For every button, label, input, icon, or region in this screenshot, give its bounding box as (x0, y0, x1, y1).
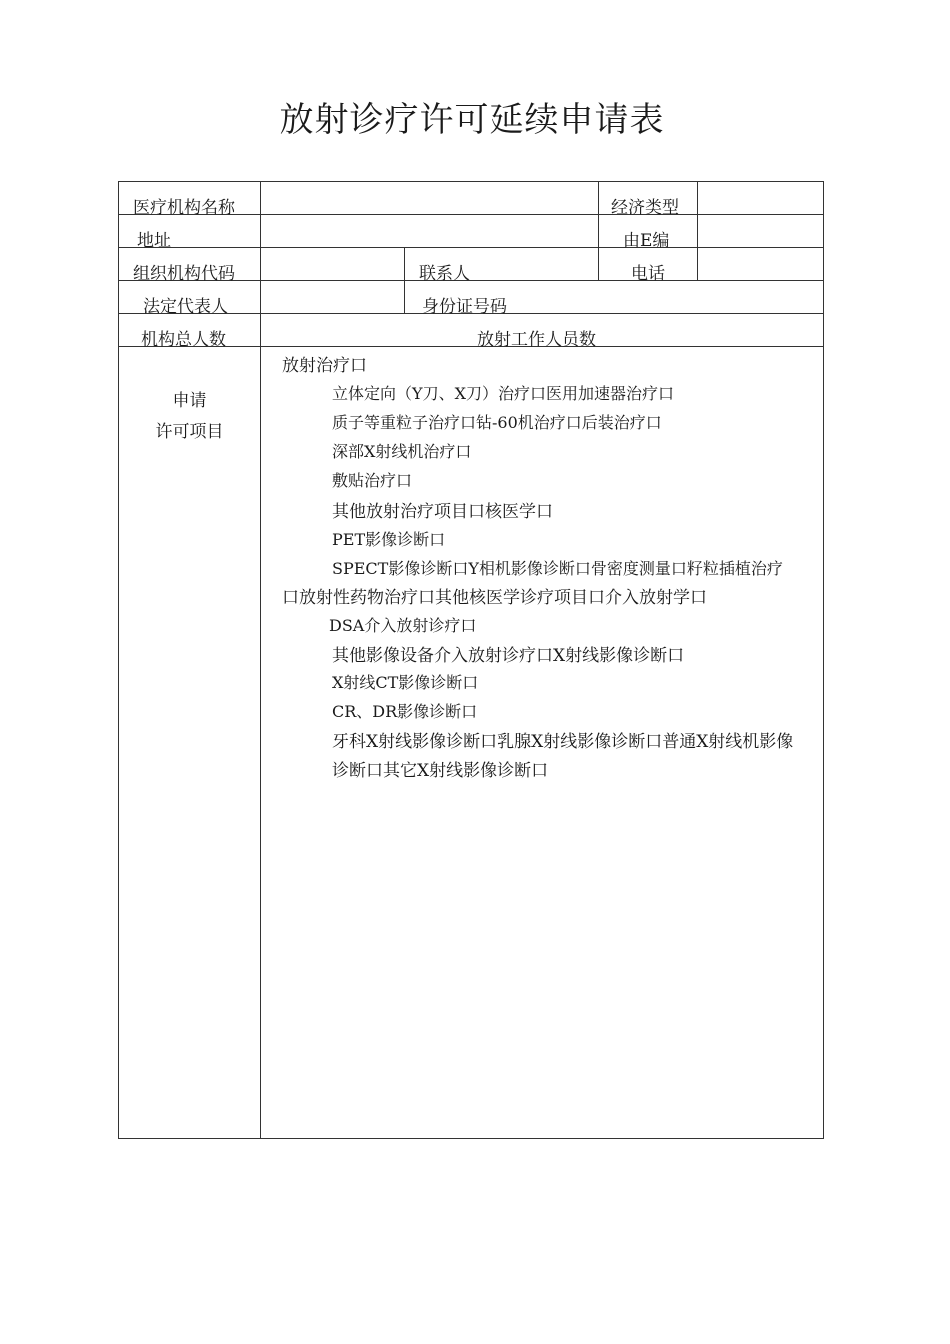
item-other-radiotherapy: 其他放射治疗项目口核医学口 (332, 502, 553, 522)
item-pet: PET影像诊断口 (332, 530, 446, 549)
item-deep-xray: 深部X射线机治疗口 (332, 442, 472, 461)
org-code-label: 组织机构代码 (133, 264, 235, 284)
item-radiopharmaceutical: 口放射性药物治疗口其他核医学诊疗项目口介入放射学口 (282, 588, 707, 608)
apply-label-line2: 许可项目 (155, 422, 224, 442)
institution-name-label: 医疗机构名称 (133, 198, 235, 218)
column-divider (260, 182, 261, 1138)
item-dsa: DSA介入放射诊疗口 (329, 616, 477, 635)
item-cr-dr: CR、DR影像诊断口 (332, 702, 478, 721)
column-divider (404, 247, 405, 314)
radiation-staff-label: 放射工作人员数 (477, 330, 596, 350)
contact-label: 联系人 (419, 264, 470, 284)
item-stereotactic: 立体定向（Y刀、X刀）治疗口医用加速器治疗口 (332, 384, 674, 403)
legal-representative-label: 法定代表人 (143, 297, 228, 317)
item-dental: 牙科X射线影像诊断口乳腺X射线影像诊断口普通X射线机影像 (332, 732, 794, 752)
postcode-label: 由E编 (623, 231, 670, 251)
address-label: 地址 (137, 231, 171, 251)
id-number-label: 身份证号码 (422, 297, 507, 317)
total-staff-label: 机构总人数 (141, 330, 226, 350)
application-form (118, 181, 824, 1139)
apply-label-line1: 申请 (172, 391, 207, 411)
item-other-imaging: 其他影像设备介入放射诊疗口X射线影像诊断口 (332, 646, 685, 666)
column-divider (598, 182, 599, 281)
page-title: 放射诊疗许可延续申请表 (279, 100, 665, 140)
item-plaque: 敷贴治疗口 (332, 471, 413, 490)
item-ct: X射线CT影像诊断口 (332, 673, 479, 692)
economic-type-label: 经济类型 (611, 198, 679, 218)
item-proton: 质子等重粒子治疗口钻-60机治疗口后装治疗口 (332, 413, 662, 432)
item-spect: SPECT影像诊断口Y相机影像诊断口骨密度测量口籽粒插植治疗 (332, 559, 783, 578)
phone-label: 电话 (631, 264, 665, 284)
row-divider (119, 247, 823, 248)
column-divider (697, 182, 698, 281)
item-other-xray: 诊断口其它X射线影像诊断口 (332, 761, 549, 781)
item-radiotherapy: 放射治疗口 (282, 356, 367, 376)
